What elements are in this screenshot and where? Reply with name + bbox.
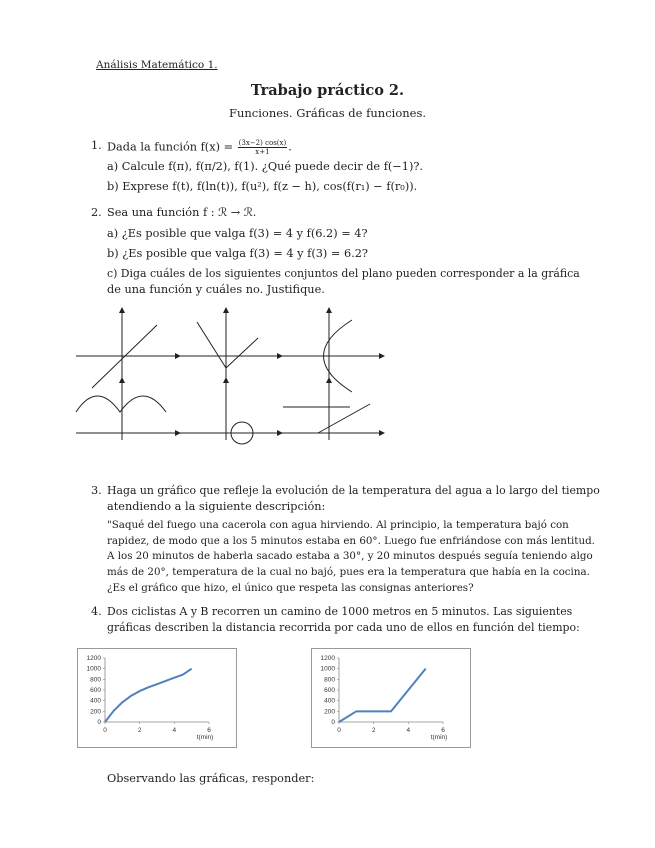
chart-b-frame — [312, 649, 471, 748]
q1-stem-end: . — [288, 140, 292, 154]
chart-a-x-tick-label: 0 — [103, 727, 107, 734]
q3-quote-line: "Saqué del fuego una cacerola con agua hirviendo. Al principio, la temperatura bajó con — [107, 519, 569, 531]
q3-number: 3. — [91, 484, 102, 497]
page-title: Trabajo práctico 2. — [250, 82, 405, 99]
q2-stem: Sea una función f : ℛ → ℛ. — [107, 206, 257, 219]
q3-quote-line: ¿Es el gráfico que hizo, el único que respeta las consignas anteriores? — [107, 581, 474, 594]
chart-a-x-tick-label: 4 — [172, 727, 177, 734]
chart-b-x-tick-label: 2 — [371, 727, 376, 734]
q1-stem-text: Dada la función f(x) = — [107, 140, 234, 154]
chart-a-y-tick-label: 400 — [90, 697, 101, 705]
chart-b-x-tick-label: 0 — [337, 727, 341, 734]
q3-line2: atendiendo a la siguiente descripción: — [107, 500, 326, 513]
chart-b-y-tick-label: 200 — [324, 708, 335, 716]
chart-cyclist-a — [77, 648, 237, 748]
chart-cyclist-b — [311, 648, 471, 748]
sketch-6-lines — [282, 380, 382, 440]
q2-part-b: b) ¿Es posible que valga f(3) = 4 y f(3) = 6.2? — [107, 247, 368, 260]
chart-b-y-tick-label: 400 — [324, 697, 335, 705]
q3-quote — [107, 518, 595, 597]
chart-a-frame — [78, 649, 237, 748]
q2-part-c-line2: de una función y cuáles no. Justifique. — [107, 283, 325, 296]
q1-frac-numerator: (3x−2) cos(x) — [238, 139, 287, 147]
sketch-2-absolute-value — [178, 310, 280, 390]
chart-a-y-tick-label: 200 — [90, 708, 101, 716]
chart-b-x-axis-label: t(min) — [430, 734, 448, 741]
sketch-1-line — [76, 310, 178, 390]
chart-b-x-tick-label: 6 — [441, 727, 445, 734]
chart-b-y-tick-label: 600 — [324, 687, 335, 694]
q1-stem — [107, 139, 292, 156]
q2-number: 2. — [91, 206, 102, 219]
q3-quote-line: rapidez, de modo que a los 5 minutos estaba en 60°. Luego fue enfriándose con más lentitud. — [107, 534, 595, 547]
chart-b-y-tick-label: 1000 — [320, 665, 335, 673]
q2-part-c-line1: c) Diga cuáles de los siguientes conjuntos del plano pueden corresponder a la gráfica — [107, 267, 580, 280]
chart-b-y-tick-label: 0 — [331, 719, 335, 726]
sketch-3-sideways-parabola — [282, 310, 382, 392]
closing-instruction: Observando las gráficas, responder: — [107, 772, 315, 785]
q1-part-b: b) Exprese f(t), f(ln(t)), f(u²), f(z − h), cos(f(r₁) − f(r₀)). — [107, 180, 418, 193]
q3-line1: Haga un gráfico que refleje la evolución de la temperatura del agua a lo largo del tiempo — [107, 484, 600, 497]
q2-part-a: a) ¿Es posible que valga f(3) = 4 y f(6.2) = 4? — [107, 227, 368, 240]
chart-b-y-tick-label: 1200 — [320, 655, 335, 662]
sketch-4-arches — [76, 380, 178, 440]
q3-quote-line: más de 20°, temperatura de la cual no bajó, pues era la temperatura que había en la cocina. — [107, 566, 590, 579]
q1-number: 1. — [91, 139, 102, 152]
chart-a-y-tick-label: 600 — [90, 687, 101, 694]
q4-line2: gráficas describen la distancia recorrida por cada uno de ellos en función del tiempo: — [107, 621, 580, 634]
chart-a-x-axis-label: t(min) — [196, 734, 214, 741]
sketch-5-circle — [178, 380, 280, 444]
chart-b-y-tick-label: 800 — [324, 676, 335, 684]
q1-frac-denominator: x+1 — [255, 148, 270, 156]
chart-b-x-tick-label: 4 — [406, 727, 411, 734]
chart-a-x-tick-label: 6 — [207, 727, 211, 734]
course-name: Análisis Matemático 1. — [96, 59, 218, 71]
q2-sketches — [0, 300, 655, 480]
q4-line1: Dos ciclistas A y B recorren un camino de 1000 metros en 5 minutos. Las siguientes — [107, 605, 573, 618]
q3-quote-line: A los 20 minutos de haberla sacado estaba a 30°, y 20 minutos después seguía teniendo algo — [107, 550, 593, 563]
chart-a-y-tick-label: 1000 — [86, 665, 101, 673]
chart-a-y-tick-label: 1200 — [86, 655, 101, 662]
page-subtitle: Funciones. Gráficas de funciones. — [228, 106, 427, 120]
chart-a-x-tick-label: 2 — [137, 727, 142, 734]
chart-a-y-tick-label: 800 — [90, 676, 101, 684]
chart-a-y-tick-label: 0 — [97, 719, 101, 726]
q1-fraction — [238, 139, 288, 156]
q1-part-a: a) Calcule f(π), f(π/2), f(1). ¿Qué puede decir de f(−1)?. — [107, 160, 424, 173]
q4-number: 4. — [91, 605, 102, 618]
